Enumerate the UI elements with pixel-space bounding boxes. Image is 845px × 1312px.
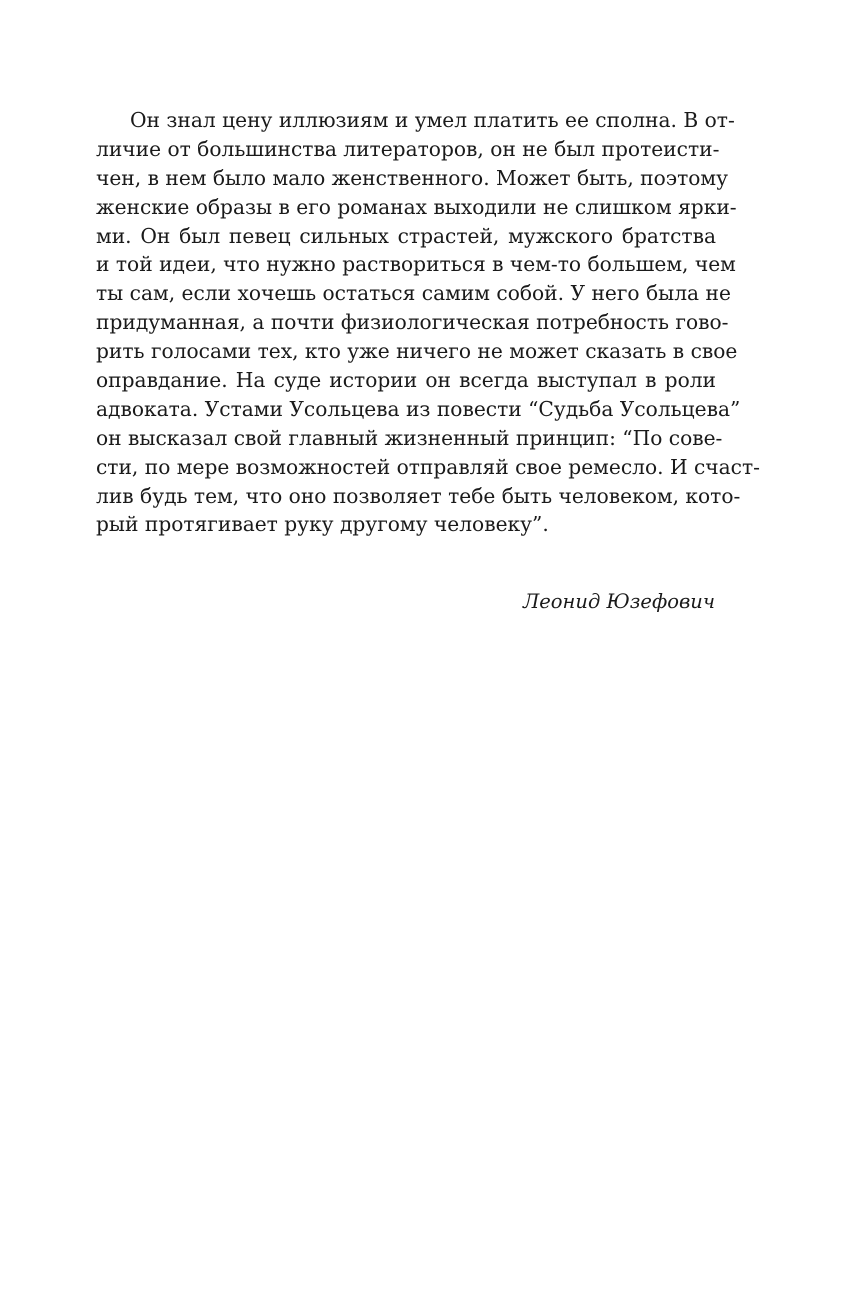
paragraph-line: ми. Он был певец сильных страстей, мужского братства [96, 223, 716, 248]
paragraph-line: чен, в нем было мало женственного. Может быть, поэтому [96, 165, 728, 190]
paragraph-line: и той идеи, что нужно раствориться в чем-то большем, чем [96, 252, 736, 277]
paragraph-line: адвоката. Устами Усольцева из повести “Судьба Усольцева” [96, 396, 741, 421]
paragraph-line: женские образы в его романах выходили не слишком ярки- [96, 194, 737, 219]
paragraph-line: рить голосами тех, кто уже ничего не может сказать в свое [96, 339, 738, 364]
body-paragraph [96, 106, 760, 539]
paragraph-line: личие от большинства литераторов, он не был протеисти- [96, 136, 720, 161]
paragraph-line: рый протягивает руку другому человеку”. [96, 512, 549, 537]
paragraph-line: придуманная, а почти физиологическая потребность гово- [96, 310, 729, 335]
paragraph-line: лив будь тем, что оно позволяет тебе быть человеком, кото- [96, 483, 741, 508]
paragraph-line: он высказал свой главный жизненный принцип: “По сове- [96, 425, 723, 450]
paragraph-line: ты сам, если хочешь остаться самим собой. У него была не [96, 281, 731, 306]
paragraph-line: Он знал цену иллюзиям и умел платить ее сполна. В от- [130, 108, 735, 132]
paragraph-line: сти, по мере возможностей отправляй свое ремесло. И счаст- [96, 454, 760, 479]
paragraph-line: оправдание. На суде истории он всегда выступал в роли [96, 368, 716, 393]
author-signature: Леонид Юзефович [522, 590, 715, 613]
